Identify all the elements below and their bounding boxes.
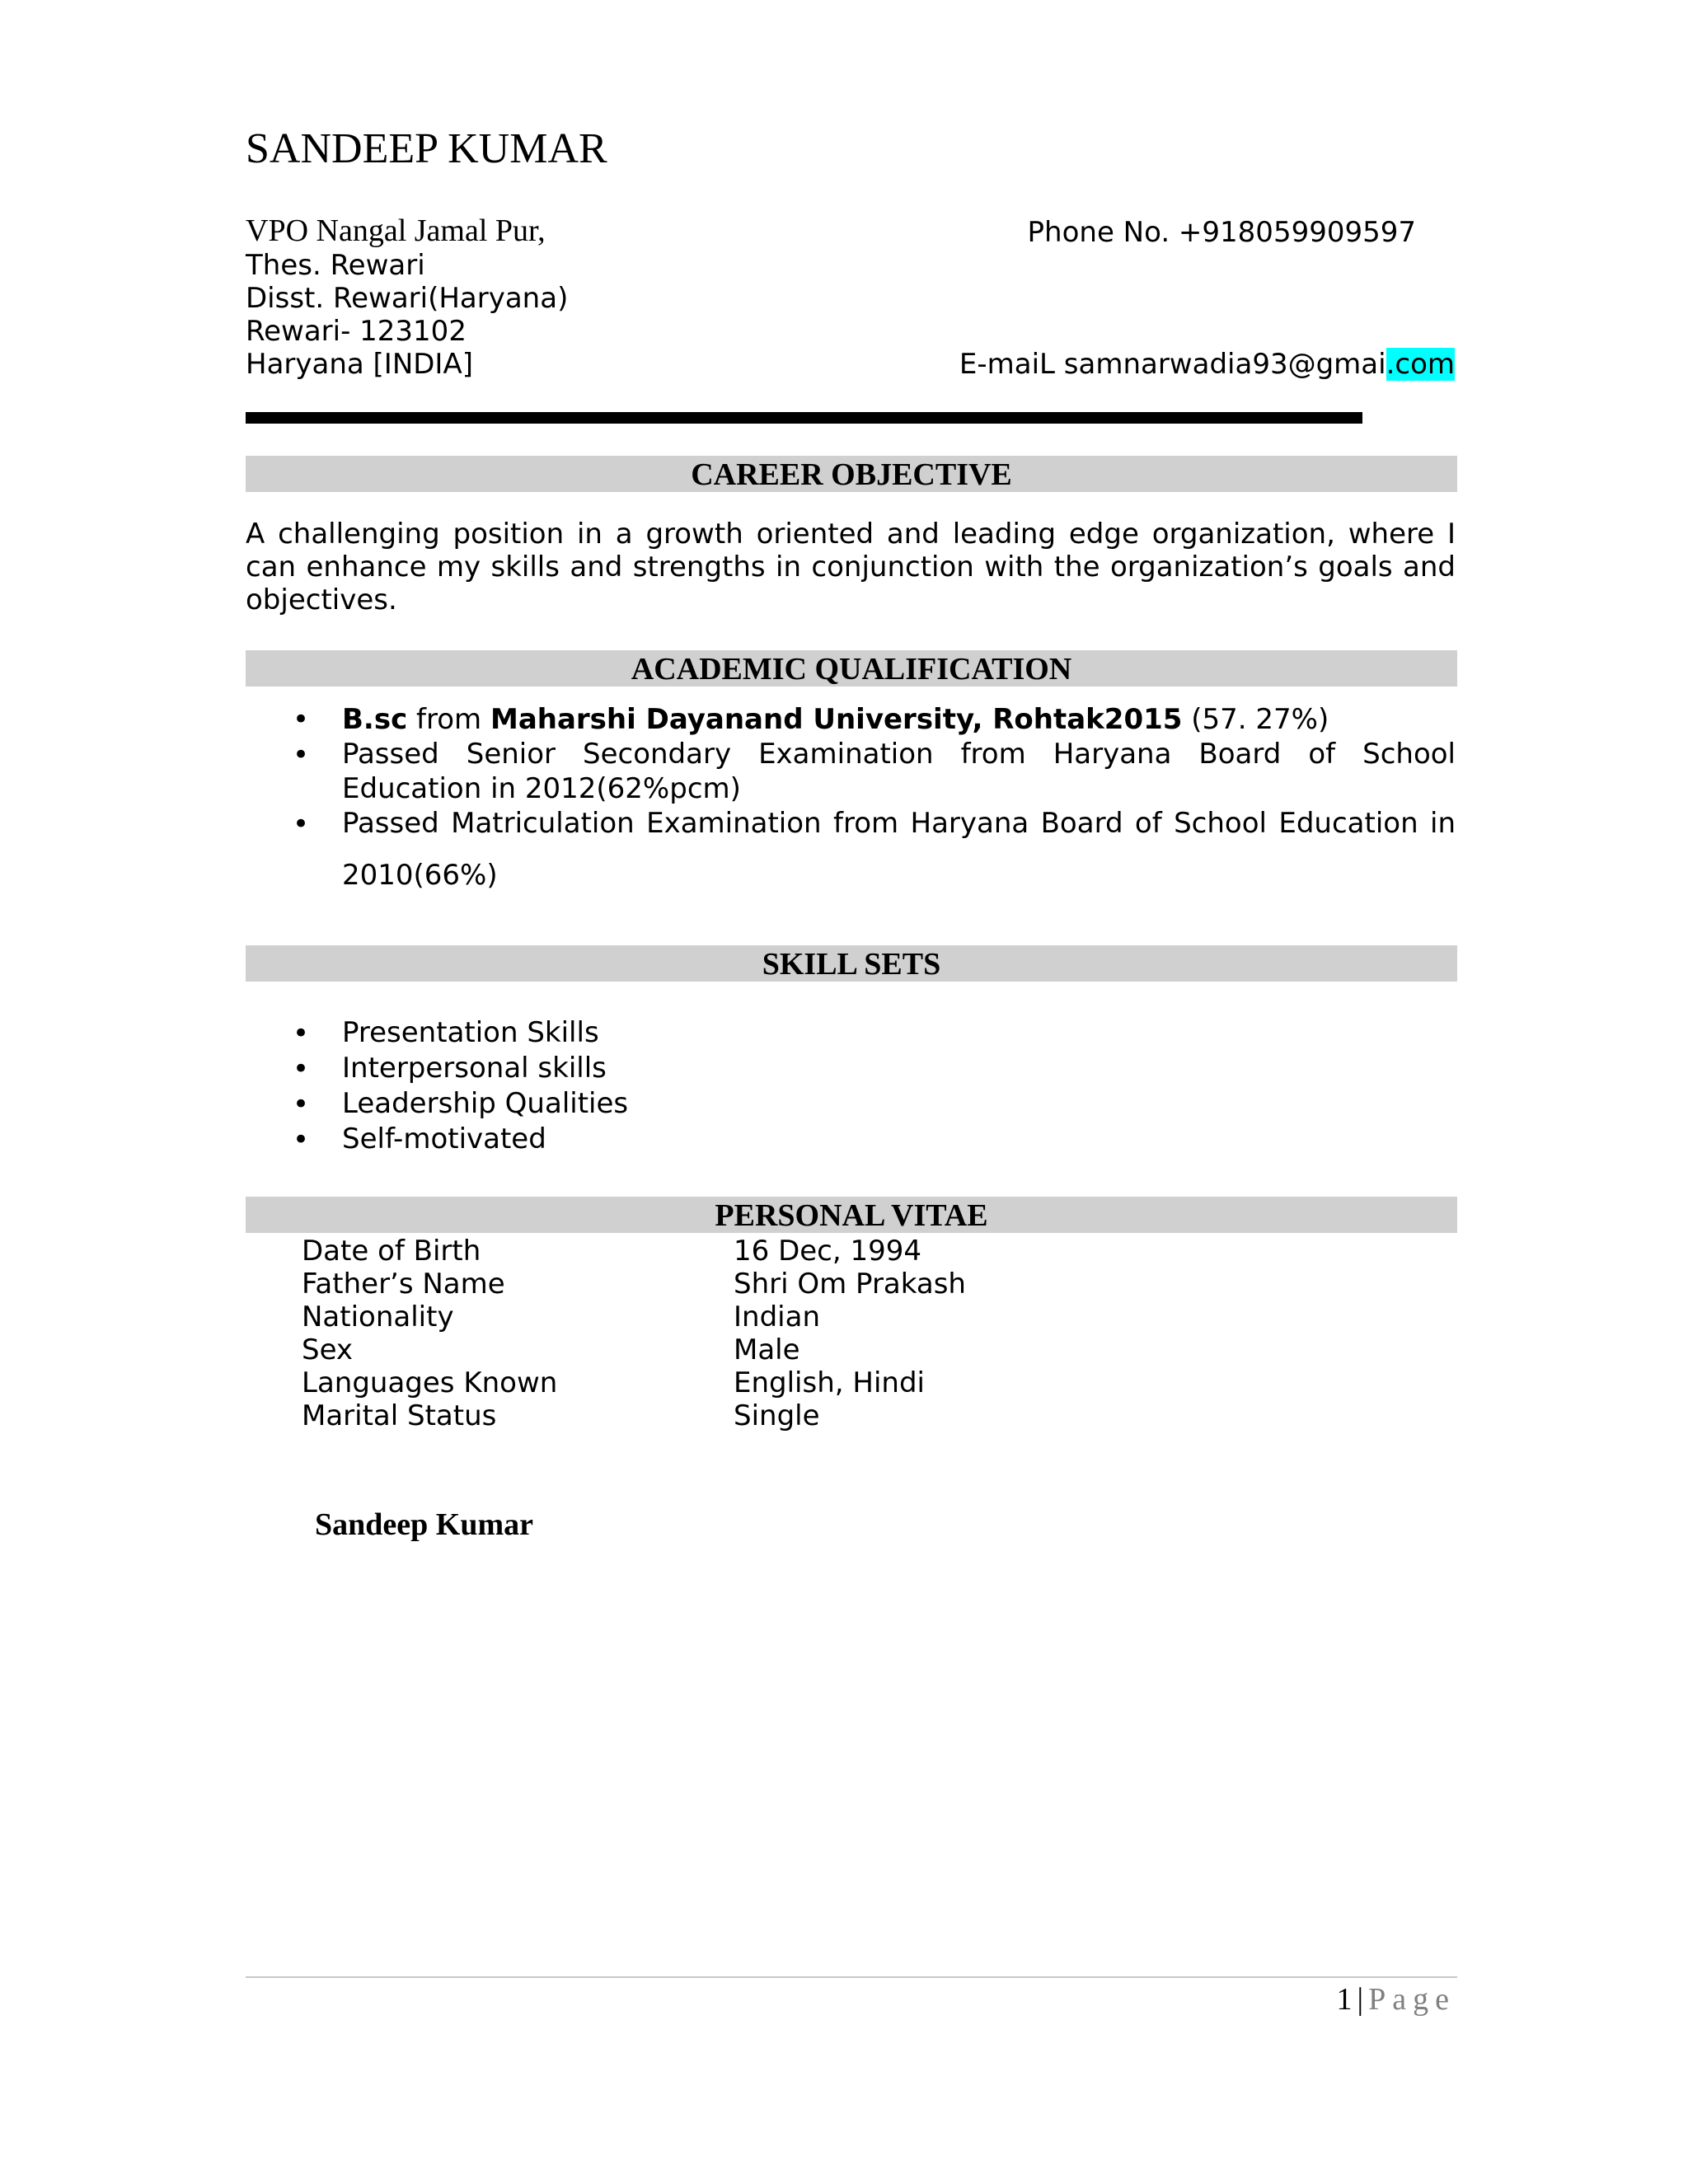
from-text: from [416, 703, 482, 736]
personal-label: Nationality [302, 1301, 454, 1333]
bullet-icon: • [293, 1017, 310, 1050]
degree: B.sc [342, 703, 408, 736]
personal-value: Single [734, 1399, 820, 1432]
personal-value: Indian [734, 1301, 820, 1333]
personal-vitae-header [246, 1197, 1457, 1233]
address-line-2: Thes. Rewari [246, 249, 425, 282]
section-title: CAREER OBJECTIVE [691, 457, 1012, 492]
personal-label: Languages Known [302, 1366, 558, 1399]
phone-number: Phone No. +918059909597 [1027, 216, 1416, 249]
page-word: Page [1368, 1982, 1456, 2017]
academic-item-3-line-2: 2010(66%) [342, 859, 498, 892]
signature-name: Sandeep Kumar [315, 1507, 533, 1542]
address-line-1: VPO Nangal Jamal Pur, [246, 213, 546, 248]
personal-label: Father’s Name [302, 1268, 505, 1301]
score: (57. 27%) [1191, 703, 1329, 736]
personal-label: Sex [302, 1333, 354, 1366]
personal-label: Date of Birth [302, 1235, 481, 1268]
address-line-3: Disst. Rewari(Haryana) [246, 282, 569, 315]
personal-value: Male [734, 1333, 800, 1366]
section-title: SKILL SETS [762, 947, 941, 982]
page-footer [1337, 1980, 1456, 2019]
email-address [959, 348, 1455, 381]
bullet-icon: • [293, 738, 310, 771]
personal-value: 16 Dec, 1994 [734, 1235, 922, 1268]
skill-sets-header [246, 945, 1457, 982]
address-line-4: Rewari- 123102 [246, 315, 467, 348]
bullet-icon: • [293, 1123, 310, 1156]
email-highlight: .com [1386, 348, 1455, 381]
skill-item: Presentation Skills [342, 1016, 599, 1049]
header-divider [246, 412, 1362, 424]
footer-separator: | [1357, 1982, 1364, 2017]
section-title: PERSONAL VITAE [715, 1198, 988, 1233]
university: Maharshi Dayanand University, Rohtak2015 [490, 703, 1183, 736]
personal-label: Marital Status [302, 1399, 497, 1432]
career-objective-header [246, 456, 1457, 492]
skill-item: Leadership Qualities [342, 1087, 629, 1120]
bullet-icon: • [293, 703, 310, 736]
footer-divider [246, 1976, 1457, 1978]
academic-item-2: Passed Senior Secondary Examination from Haryana Board of School Education in 2012(62%pcm) [342, 738, 1456, 805]
bullet-icon: • [293, 1052, 310, 1085]
bullet-icon: • [293, 808, 310, 841]
resume-name: SANDEEP KUMAR [246, 125, 607, 172]
email-text: E-maiL samnarwadia93@gmai [959, 348, 1386, 381]
personal-value: Shri Om Prakash [734, 1268, 966, 1301]
skill-item: Self-motivated [342, 1122, 546, 1155]
bullet-icon: • [293, 1088, 310, 1121]
career-objective-text: A challenging position in a growth oriented and leading edge organization, where I can enhance my skills and strengths in conjunction with the organization’s goals and objectives. [246, 518, 1456, 616]
academic-item-3-line-1: Passed Matriculation Examination from Haryana Board of School Education in [342, 807, 1456, 840]
academic-qualification-header [246, 650, 1457, 687]
address-line-5: Haryana [INDIA] [246, 348, 473, 381]
personal-value: English, Hindi [734, 1366, 925, 1399]
page-number: 1 [1336, 1982, 1353, 2017]
academic-item-1 [342, 702, 1456, 737]
skill-item: Interpersonal skills [342, 1052, 607, 1085]
section-title: ACADEMIC QUALIFICATION [631, 652, 1072, 687]
